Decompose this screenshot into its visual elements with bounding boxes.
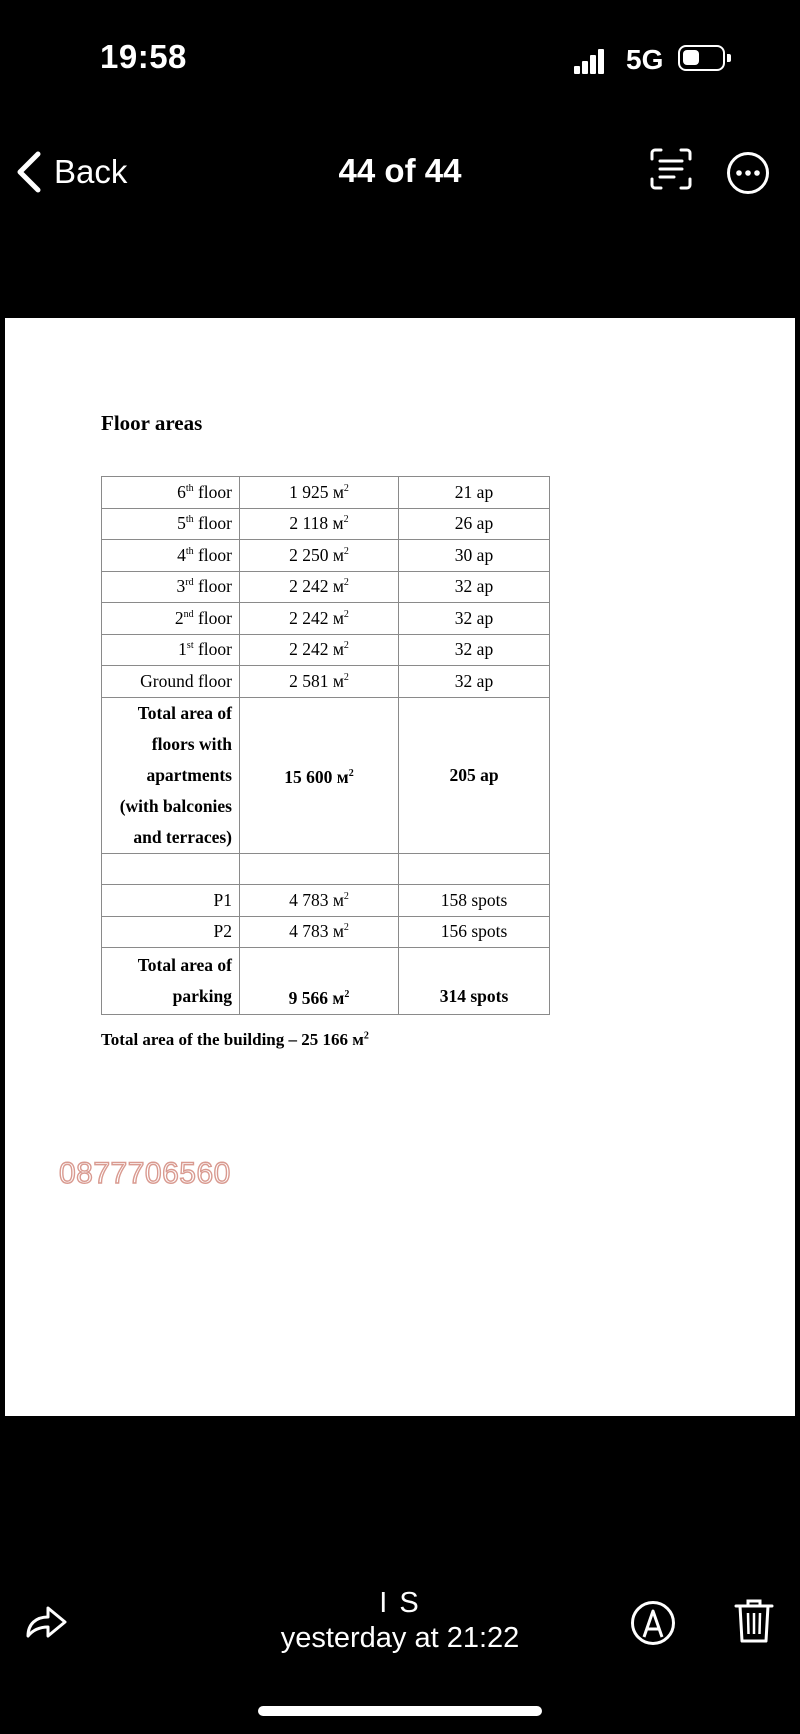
empty-row <box>102 853 550 885</box>
empty-cell <box>102 853 240 885</box>
floor-ordinal: rd <box>185 577 194 589</box>
area-unit-superscript: 2 <box>344 989 350 1000</box>
home-indicator[interactable] <box>258 1706 542 1716</box>
apartment-count-value: 32 ap <box>454 607 494 628</box>
sender-name: I S <box>379 1587 421 1619</box>
document-title: Floor areas <box>101 411 203 435</box>
phone-watermark: 0877706560 <box>59 1157 231 1190</box>
floor-suffix: floor <box>193 639 232 660</box>
parking-level <box>102 885 240 917</box>
total-apartments-row <box>102 697 550 853</box>
sent-timestamp: yesterday at 21:22 <box>280 1622 520 1654</box>
floor-number: 4 <box>177 544 186 565</box>
live-text-icon[interactable] <box>650 148 692 190</box>
total-apartments-area <box>240 697 399 853</box>
more-options-icon[interactable] <box>726 151 770 195</box>
area-unit-superscript: 2 <box>343 514 349 526</box>
floor-label <box>102 477 240 509</box>
total-apartments-count-value: 205 ap <box>449 764 499 785</box>
total-parking-row <box>102 948 550 1015</box>
area-unit-superscript: 2 <box>348 767 354 779</box>
floor-area <box>240 603 399 635</box>
total-apartments-count <box>399 697 550 853</box>
area-unit-superscript: 2 <box>343 640 349 652</box>
signal-strength-icon <box>574 48 604 74</box>
floor-number: 1 <box>178 639 187 660</box>
floor-number: 6 <box>177 481 186 502</box>
table-row <box>102 603 550 635</box>
floor-area-value: 2 242 м <box>289 639 344 660</box>
floor-number: 5 <box>177 513 186 534</box>
floor-label <box>102 571 240 603</box>
floor-area-value: 2 581 м <box>289 670 344 691</box>
parking-row <box>102 885 550 917</box>
status-time: 19:58 <box>100 38 187 75</box>
floor-area <box>240 634 399 666</box>
area-unit-superscript: 2 <box>343 671 349 683</box>
label-line: and terraces) <box>133 826 232 847</box>
total-parking-area <box>240 948 399 1015</box>
document-page <box>5 318 795 1416</box>
floor-label <box>102 634 240 666</box>
area-unit-superscript: 2 <box>343 545 349 557</box>
floor-suffix: floor <box>193 544 232 565</box>
parking-level-value: P2 <box>213 921 232 942</box>
floor-area <box>240 540 399 572</box>
total-parking-spots <box>399 948 550 1015</box>
table-row <box>102 477 550 509</box>
parking-area-value: 4 783 м <box>289 889 344 910</box>
parking-spots <box>399 885 550 917</box>
markup-icon[interactable] <box>630 1600 676 1646</box>
page-counter: 44 of 44 <box>338 152 462 189</box>
network-type: 5G <box>626 44 664 75</box>
apartment-count <box>399 508 550 540</box>
floor-area-value: 2 242 м <box>289 576 344 597</box>
floor-suffix: floor <box>193 576 232 597</box>
apartment-count <box>399 666 550 698</box>
empty-cell <box>240 853 399 885</box>
floor-area-value: 2 250 м <box>289 544 344 565</box>
area-unit-superscript: 2 <box>343 577 349 589</box>
floor-area-value: 1 925 м <box>289 481 344 502</box>
apartment-count <box>399 634 550 666</box>
floor-area-value: 2 242 м <box>289 607 344 628</box>
floor-label <box>102 540 240 572</box>
floor-areas-table <box>101 476 550 1015</box>
battery-icon <box>678 45 725 71</box>
empty-cell <box>399 853 550 885</box>
floor-area <box>240 571 399 603</box>
building-total: Total area of the building – 25 166 $м^2$ <box>101 1030 369 1049</box>
table-row <box>102 540 550 572</box>
label-line: apartments <box>146 764 232 785</box>
table-row <box>102 666 550 698</box>
apartment-count-value: 32 ap <box>454 670 494 691</box>
floor-suffix: floor <box>193 513 232 534</box>
total-parking-area-value: 9 566 м <box>288 987 345 1008</box>
floor-label <box>102 603 240 635</box>
parking-level-value: P1 <box>213 889 232 910</box>
parking-area-value: 4 783 м <box>289 921 344 942</box>
area-unit-superscript: 2 <box>343 608 349 620</box>
floor-area <box>240 666 399 698</box>
floor-number: Ground floor <box>140 670 232 691</box>
parking-spots <box>399 916 550 948</box>
floor-label <box>102 666 240 698</box>
apartment-count <box>399 571 550 603</box>
apartment-count <box>399 477 550 509</box>
label-line: Total area of <box>137 702 232 723</box>
floor-ordinal: th <box>185 545 194 557</box>
apartment-count-value: 21 ap <box>454 481 494 502</box>
table-row <box>102 508 550 540</box>
parking-area <box>240 885 399 917</box>
parking-level <box>102 916 240 948</box>
floor-ordinal: st <box>186 640 194 652</box>
apartment-count-value: 26 ap <box>454 513 494 534</box>
floor-number: 2 <box>174 607 184 628</box>
apartment-count <box>399 603 550 635</box>
floor-ordinal: th <box>185 482 194 494</box>
table-row <box>102 571 550 603</box>
back-label: Back <box>54 153 128 190</box>
area-unit-superscript: 2 <box>343 890 349 902</box>
apartment-count <box>399 540 550 572</box>
parking-spots-value: 158 spots <box>440 889 508 910</box>
parking-row <box>102 916 550 948</box>
parking-area <box>240 916 399 948</box>
total-parking-spots-value: 314 spots <box>439 985 509 1006</box>
trash-icon[interactable] <box>734 1598 774 1644</box>
total-apartments-label <box>102 697 240 853</box>
total-parking-label <box>102 948 240 1015</box>
table-row <box>102 634 550 666</box>
floor-suffix: floor <box>193 481 232 502</box>
total-apartments-area-value: 15 600 м <box>284 766 349 787</box>
apartment-count-value: 32 ap <box>454 576 494 597</box>
label-line: Total area of <box>137 954 232 975</box>
floor-number: 3 <box>176 576 186 597</box>
apartment-count-value: 32 ap <box>454 639 494 660</box>
label-line: parking <box>172 985 232 1006</box>
floor-area-value: 2 118 м <box>289 513 344 534</box>
floor-suffix: floor <box>193 607 232 628</box>
parking-spots-value: 156 spots <box>440 921 508 942</box>
floor-label <box>102 508 240 540</box>
area-unit-superscript: 2 <box>343 922 349 934</box>
floor-area <box>240 477 399 509</box>
floor-area <box>240 508 399 540</box>
label-line: (with balconies <box>119 795 232 816</box>
floor-ordinal: th <box>185 514 194 526</box>
label-line: floors with <box>151 733 232 754</box>
apartment-count-value: 30 ap <box>454 544 494 565</box>
area-unit-superscript: 2 <box>343 482 349 494</box>
floor-ordinal: nd <box>183 608 194 620</box>
